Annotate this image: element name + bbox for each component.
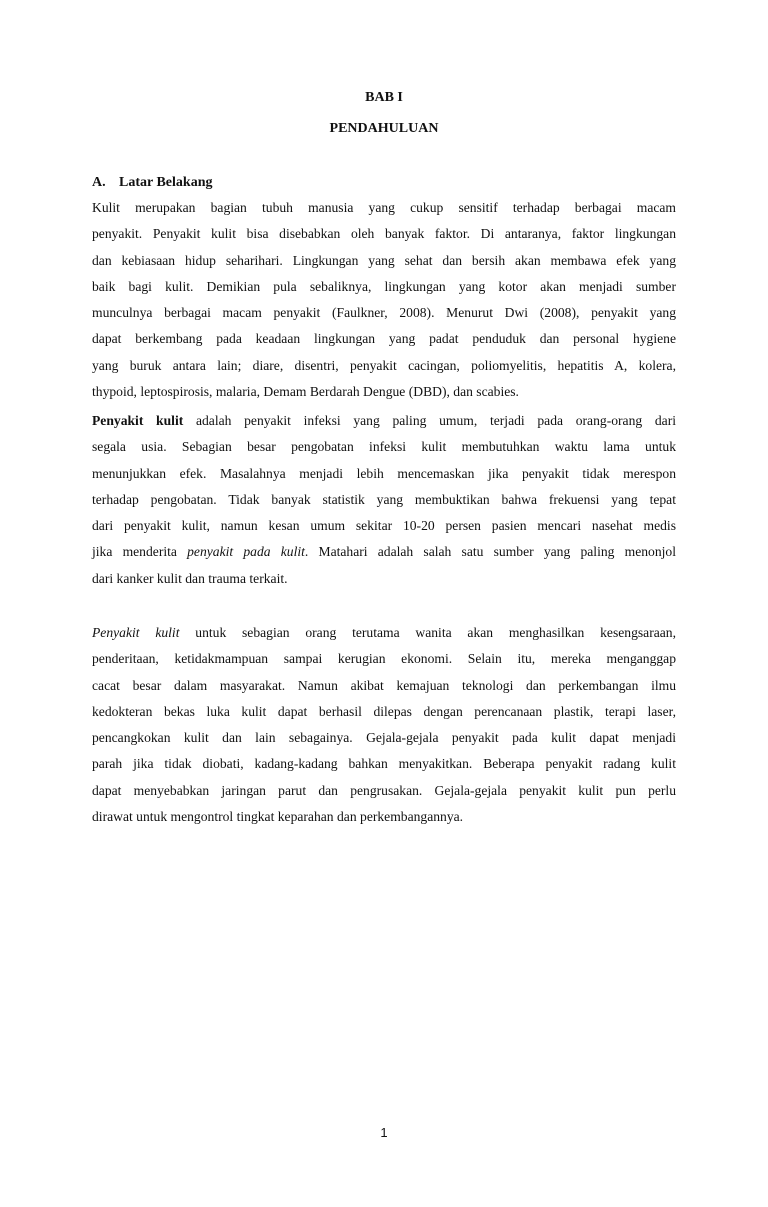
text-line: penyakit. Penyakit kulit bisa disebabkan oleh banyak faktor. Di antaranya, faktor lingkungan (92, 226, 676, 242)
text-line: cacat besar dalam masyarakat. Namun akibat kemajuan teknologi dan perkembangan ilmu (92, 677, 676, 693)
text-line: dirawat untuk mengontrol tingkat keparahan dan perkembangannya. (92, 809, 464, 825)
italic-term: Penyakit kulit (92, 625, 180, 640)
chapter-number: BAB I (365, 90, 403, 105)
text-line: yang buruk antara lain; diare, disentri, penyakit cacingan, poliomyelitis, hepatitis A, kolera, (92, 357, 676, 373)
page-number: 1 (380, 1125, 388, 1140)
bold-term: Penyakit kulit (92, 413, 184, 428)
text-line: Kulit merupakan bagian tubuh manusia yang cukup sensitif terhadap berbagai macam (92, 200, 676, 215)
section-heading (92, 175, 212, 191)
text-line: parah jika tidak diobati, kadang-kadang bahkan menyakitkan. Beberapa penyakit radang kulit (92, 756, 676, 772)
section-number: A. (92, 175, 106, 190)
text-line: dari kanker kulit dan trauma terkait. (92, 570, 288, 586)
text-run: . Matahari adalah salah satu sumber yang paling menonjol (304, 544, 676, 560)
text-line (92, 408, 676, 434)
section-title: Latar Belakang (119, 175, 213, 190)
text-line: dari penyakit kulit, namun kesan umum sekitar 10-20 persen pasien mencari nasehat medis (92, 518, 676, 534)
text-line: kedokteran bekas luka kulit dapat berhasil dilepas dengan perencanaan plastik, terapi laser, (92, 703, 676, 719)
text-line (92, 539, 676, 565)
chapter-title: PENDAHULUAN (329, 121, 439, 136)
paragraph-impact (92, 620, 676, 830)
paragraph-intro (92, 195, 676, 405)
text-line: thypoid, leptospirosis, malaria, Demam Berdarah Dengue (DBD), dan scabies. (92, 384, 519, 400)
text-run: untuk sebagian orang terutama wanita akan menghasilkan kesengsaraan, (179, 625, 676, 640)
italic-term: penyakit pada kulit (187, 544, 305, 560)
text-line: menunjukkan efek. Masalahnya menjadi lebih mencemaskan jika penyakit tidak merespon (92, 465, 676, 481)
text-line: dapat berkembang pada keadaan lingkungan yang padat penduduk dan personal hygiene (92, 331, 676, 347)
text-line: segala usia. Sebagian besar pengobatan infeksi kulit membutuhkan waktu lama untuk (92, 439, 676, 455)
text-line: terhadap pengobatan. Tidak banyak statistik yang membuktikan bahwa frekuensi yang tepat (92, 491, 676, 507)
paragraph-skin-disease (92, 408, 676, 592)
text-run: jika menderita (92, 544, 188, 560)
text-line: munculnya berbagai macam penyakit (Faulkner, 2008). Menurut Dwi (2008), penyakit yang (92, 305, 676, 321)
text-line: pencangkokan kulit dan lain sebagainya. Gejala-gejala penyakit pada kulit dapat menjadi (92, 730, 676, 746)
text-line: dapat menyebabkan jaringan parut dan pengrusakan. Gejala-gejala penyakit kulit pun perlu (92, 782, 676, 798)
text-line: penderitaan, ketidakmampuan sampai kerugian ekonomi. Selain itu, mereka menganggap (92, 651, 676, 667)
text-run: adalah penyakit infeksi yang paling umum, terjadi pada orang-orang dari (183, 413, 676, 428)
text-line (92, 620, 676, 646)
text-line: baik bagi kulit. Demikian pula sebaliknya, lingkungan yang kotor akan menjadi sumber (92, 278, 676, 294)
text-line: dan kebiasaan hidup seharihari. Lingkungan yang sehat dan bersih akan membawa efek yang (92, 252, 676, 268)
